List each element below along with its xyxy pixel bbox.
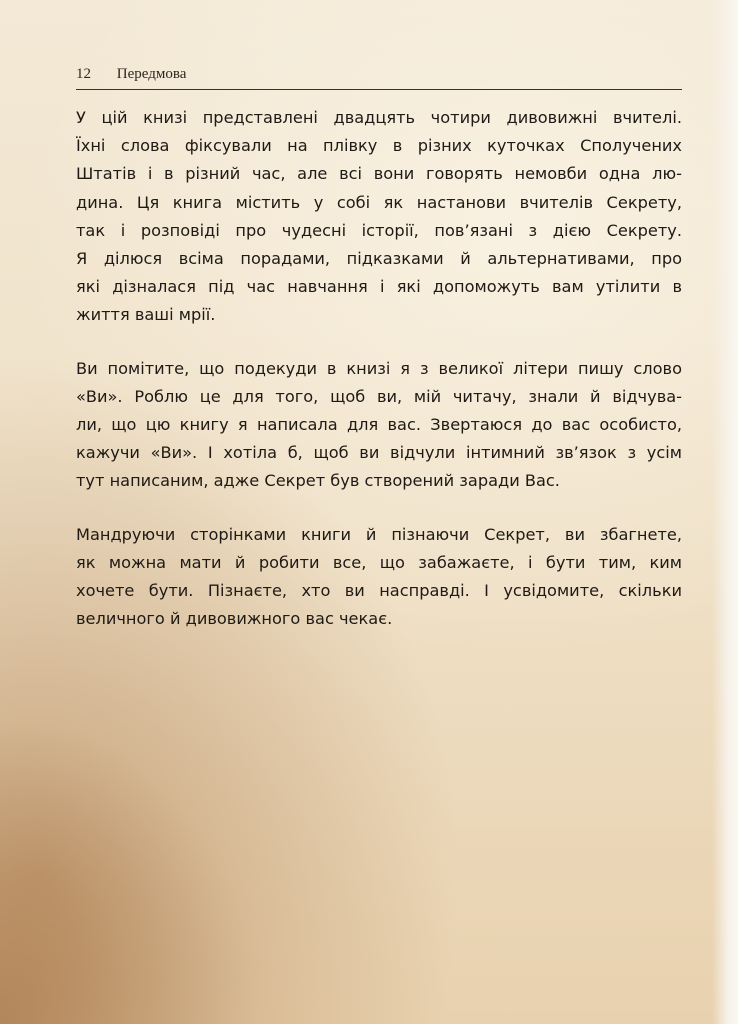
text-line: величного й дивовижного вас чекає.	[76, 609, 393, 629]
text-line: Їхні слова фіксували на плівку в різних куточках Сполучених	[76, 136, 682, 156]
text-line: ли, що цю книгу я написала для вас. Звертаюся до вас особисто,	[76, 415, 682, 435]
paragraph-3	[76, 521, 682, 634]
page-edge	[712, 0, 738, 1024]
running-head	[76, 63, 682, 90]
text-line: хочете бути. Пізнаєте, хто ви насправді. І усвідомите, скільки	[76, 581, 682, 601]
text-line: які дізналася під час навчання і які допоможуть вам утілити в	[76, 277, 682, 297]
text-line: тут написаним, адже Секрет був створений заради Вас.	[76, 471, 560, 491]
text-line: Ви помітите, що подекуди в книзі я з великої літери пишу слово	[76, 358, 682, 378]
text-line: як можна мати й робити все, що забажаєте, і бути тим, ким	[76, 552, 682, 572]
text-line: Штатів і в різний час, але всі вони говорять немовби одна лю-	[76, 164, 682, 184]
section-title: Передмова	[116, 66, 187, 82]
paragraph-1	[76, 104, 682, 330]
page-number: 12	[76, 66, 91, 82]
text-line: Я ділюся всіма порадами, підказками й альтернативами, про	[76, 249, 682, 269]
paragraph-2	[76, 355, 682, 496]
body-text	[76, 104, 682, 658]
text-line: дина. Ця книга містить у собі як настанови вчителів Секрету,	[76, 192, 682, 212]
text-line: так і розповіді про чудесні історії, пов’язані з дією Секрету.	[76, 220, 682, 240]
text-line: життя ваші мрії.	[76, 305, 216, 325]
text-line: У цій книзі представлені двадцять чотири дивовижні вчителі.	[76, 108, 682, 127]
text-line: «Ви». Роблю це для того, щоб ви, мій читачу, знали й відчува-	[76, 386, 682, 406]
text-line: кажучи «Ви». І хотіла б, щоб ви відчули інтимний зв’язок з усім	[76, 443, 682, 463]
text-line: Мандруючи сторінками книги й пізнаючи Секрет, ви збагнете,	[76, 524, 682, 544]
